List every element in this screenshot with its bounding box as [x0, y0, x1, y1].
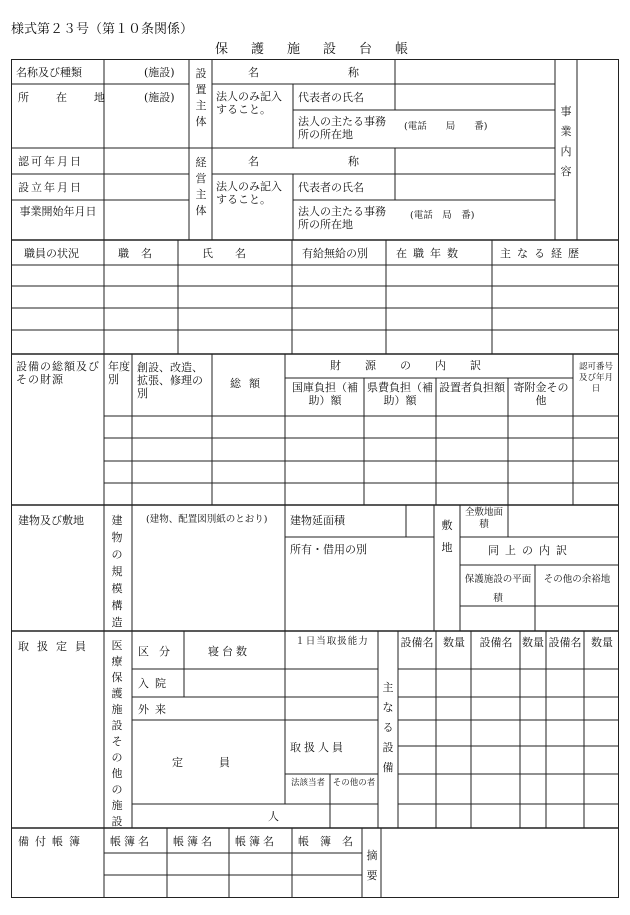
label-bldg: 建物及び敷地	[18, 514, 84, 527]
label-staff-status: 職員の状況	[24, 247, 79, 260]
label-location: 所 在 地	[18, 91, 113, 104]
col-equip-name-3: 設備名	[548, 636, 582, 649]
label-sho-2: 称	[348, 155, 359, 168]
col-book-2: 帳簿名	[173, 835, 215, 848]
label-mei: 名	[248, 66, 259, 79]
label-others: その他の者	[332, 778, 376, 788]
label-nin: 人	[268, 810, 279, 823]
label-phone-2: (電話 局 番)	[410, 210, 475, 221]
label-remarks: 摘要	[366, 849, 378, 882]
col-years: 在職年数	[396, 247, 464, 260]
col-shimei: 氏 名	[202, 247, 246, 260]
label-office-2: 法人の主たる事務所の所在地	[298, 205, 386, 231]
label-keiei-shutai: 経営主体	[195, 156, 207, 217]
label-floor: 建物延面積	[290, 514, 345, 527]
label-capacity: 取扱定員	[18, 640, 94, 653]
label-beds: 寝台数	[208, 645, 250, 658]
label-kind: 創設、改造、拡張、修理の別	[137, 361, 203, 400]
col-shokumei: 職名	[118, 247, 164, 260]
label-kubun: 区分	[138, 645, 180, 658]
label-year: 年度別	[108, 360, 130, 386]
label-bldg-scale: 建物の規模構造	[111, 514, 123, 629]
label-hojin-only: 法人のみ記入すること。	[216, 90, 282, 116]
label-jigyo-naiyo: 事業内容	[560, 105, 572, 178]
label-books: 備付帳簿	[18, 835, 86, 848]
label-sho: 称	[348, 66, 359, 79]
col-book-4: 帳 簿 名	[298, 835, 353, 848]
label-site-total: 全敷地面積	[464, 507, 503, 530]
col-pay: 有給無給の別	[302, 247, 368, 260]
label-owned: 所有・借用の別	[290, 543, 367, 556]
label-ken: 県費負担（補助）額	[367, 381, 433, 407]
label-ninka-no: 認可番号及び年月日	[578, 362, 613, 394]
col-book-1: 帳簿名	[110, 835, 152, 848]
label-med: 医療保護施設その他の施設	[111, 639, 123, 828]
col-equip-name-2: 設備名	[479, 636, 513, 649]
label-toriatsukai: 取扱人員	[290, 741, 346, 754]
label-bldg-note: (建物、配置図別紙のとおり)	[146, 514, 268, 525]
label-setchisha: 設置者負担額	[439, 381, 505, 394]
label-name-type: 名称及び種類	[16, 66, 82, 79]
label-source: 財源の内訳	[330, 359, 505, 372]
label-equip: 設備の総額及びその財源	[16, 360, 100, 386]
label-rep-2: 代表者の氏名	[298, 181, 364, 194]
label-kuni: 国庫負担（補助）額	[292, 381, 358, 407]
col-qty-2: 数量	[522, 636, 544, 649]
label-applicable: 法該当者	[290, 778, 325, 788]
label-kifu: 寄附金その他	[513, 381, 569, 407]
label-rep: 代表者の氏名	[298, 91, 364, 104]
label-other-area: その他の余裕地	[543, 574, 611, 585]
label-main-equip: 主なる設備	[382, 681, 394, 774]
col-qty-1: 数量	[443, 636, 465, 649]
label-site: 敷地	[441, 519, 453, 554]
label-setsuritsu: 設立年月日	[18, 181, 83, 194]
label-daily: １日当取扱能力	[295, 636, 369, 647]
label-inpatient: 入院	[138, 677, 172, 690]
label-office: 法人の主たる事務所の所在地	[298, 115, 386, 141]
label-prot-area: 保護施設の平面積	[464, 574, 532, 604]
label-phone: (電話 局 番)	[404, 121, 488, 132]
page-title: 保護施設台帳	[215, 42, 432, 57]
label-facility-2: (施設)	[144, 91, 175, 104]
label-teiin: 定員	[172, 756, 266, 769]
label-total: 総額	[230, 377, 268, 390]
label-mei-2: 名	[248, 155, 259, 168]
label-ninka: 認可年月日	[18, 155, 83, 168]
col-career: 主なる経歴	[500, 247, 585, 260]
form-number: 様式第２３号（第１０条関係）	[11, 22, 194, 37]
col-qty-3: 数量	[591, 636, 613, 649]
label-setchi-shutai: 設置主体	[195, 67, 207, 128]
col-equip-name-1: 設備名	[400, 636, 434, 649]
label-breakdown: 同上の内訳	[488, 544, 573, 557]
label-facility: (施設)	[144, 66, 175, 79]
label-outpatient: 外来	[138, 703, 172, 716]
label-start: 事業開始年月日	[19, 205, 97, 218]
col-book-3: 帳簿名	[235, 835, 277, 848]
label-hojin-only-2: 法人のみ記入すること。	[216, 180, 282, 206]
